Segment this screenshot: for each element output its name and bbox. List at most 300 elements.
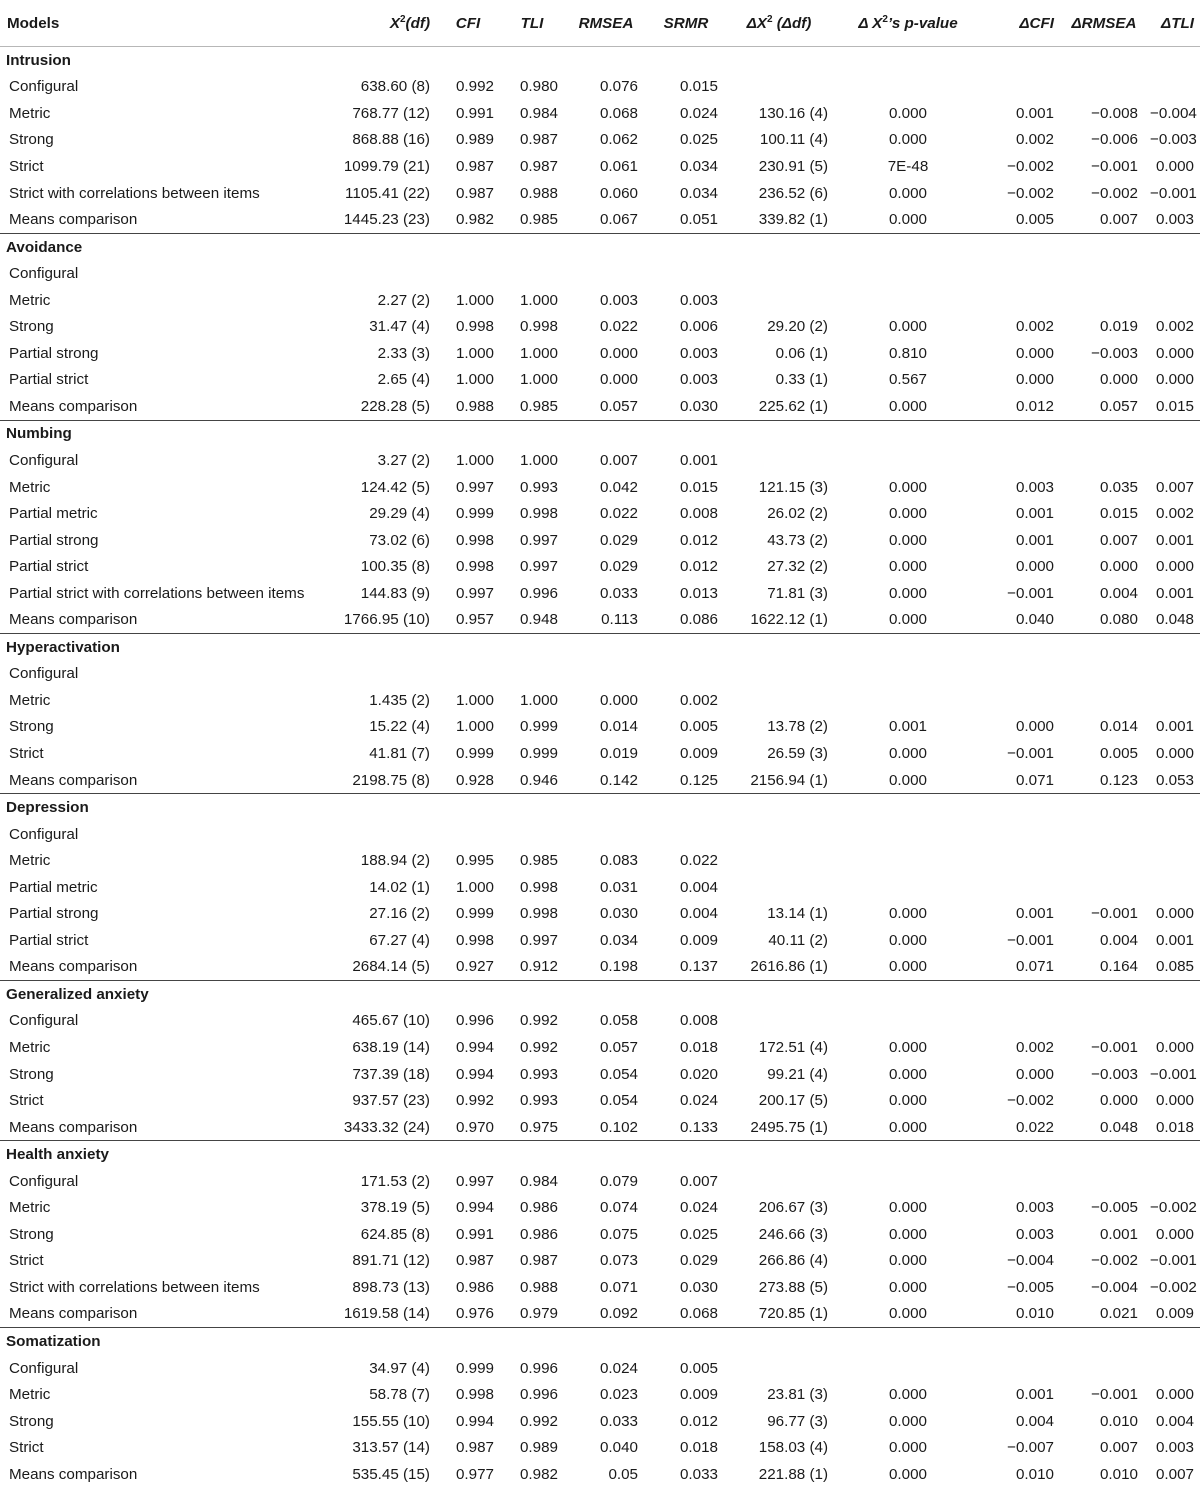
cell-delta-cfi: 0.000 bbox=[1015, 1065, 1054, 1083]
cell-chi-square: 313.57 (14) bbox=[352, 1439, 430, 1457]
cell-delta-tli: 0.001 bbox=[1155, 531, 1194, 549]
cell-p-value: 0.000 bbox=[888, 1092, 927, 1110]
cell-model: Metric bbox=[9, 852, 51, 870]
cell-delta-rmsea: −0.001 bbox=[1091, 905, 1138, 923]
cell-model: Means comparison bbox=[9, 397, 138, 415]
cell-chi-square: 768.77 (12) bbox=[352, 104, 430, 122]
cell-chi-square: 1445.23 (23) bbox=[343, 211, 430, 229]
cell-chi-square bbox=[326, 260, 436, 287]
cell-p-value bbox=[834, 847, 982, 874]
cell-tli: 1.000 bbox=[519, 344, 558, 362]
cell-tli: 0.998 bbox=[519, 318, 558, 336]
table-row bbox=[0, 821, 1200, 848]
cell-cfi: 0.989 bbox=[455, 131, 494, 149]
cell-cfi: 1.000 bbox=[455, 718, 494, 736]
cell-srmr: 0.005 bbox=[679, 1359, 718, 1377]
cell-delta-tli bbox=[1146, 661, 1200, 688]
cell-rmsea bbox=[564, 260, 648, 287]
cell-cfi: 0.998 bbox=[455, 558, 494, 576]
cell-srmr: 0.018 bbox=[679, 1439, 718, 1457]
header-chi-sup: 2 bbox=[399, 13, 406, 25]
cell-tli: 0.948 bbox=[519, 611, 558, 629]
cell-delta-rmsea: −0.003 bbox=[1091, 344, 1138, 362]
cell-delta-chi-square: 266.86 (4) bbox=[758, 1252, 828, 1270]
cell-delta-chi-square: 40.11 (2) bbox=[768, 931, 828, 949]
cell-model: Metric bbox=[9, 691, 51, 709]
cell-delta-rmsea: −0.005 bbox=[1091, 1199, 1138, 1217]
cell-delta-cfi bbox=[982, 1008, 1062, 1035]
cell-chi-square: 898.73 (13) bbox=[352, 1278, 430, 1296]
cell-rmsea: 0.060 bbox=[599, 184, 638, 202]
cell-cfi: 0.994 bbox=[455, 1412, 494, 1430]
cell-chi-square: 465.67 (10) bbox=[352, 1012, 430, 1030]
cell-rmsea: 0.000 bbox=[599, 371, 638, 389]
cell-srmr: 0.004 bbox=[679, 878, 718, 896]
cell-cfi: 0.994 bbox=[455, 1199, 494, 1217]
table-row bbox=[0, 180, 1200, 207]
cell-delta-rmsea: 0.164 bbox=[1099, 958, 1138, 976]
table-row bbox=[0, 1087, 1200, 1114]
cell-srmr: 0.013 bbox=[679, 584, 718, 602]
cell-delta-cfi: 0.012 bbox=[1015, 397, 1054, 415]
table-row bbox=[0, 1034, 1200, 1061]
cell-chi-square bbox=[326, 661, 436, 688]
cell-tli: 0.993 bbox=[519, 478, 558, 496]
cell-cfi: 0.987 bbox=[455, 1252, 494, 1270]
cell-model: Configural bbox=[9, 1359, 79, 1377]
cell-delta-chi-square: 273.88 (5) bbox=[758, 1278, 828, 1296]
cell-delta-rmsea: 0.001 bbox=[1099, 1225, 1138, 1243]
cell-cfi: 0.991 bbox=[455, 1225, 494, 1243]
cell-delta-cfi: 0.002 bbox=[1015, 318, 1054, 336]
cell-chi-square: 15.22 (4) bbox=[369, 718, 430, 736]
cell-delta-chi-square: 26.59 (3) bbox=[767, 744, 828, 762]
cell-rmsea: 0.068 bbox=[599, 104, 638, 122]
cell-delta-tli bbox=[1146, 847, 1200, 874]
cell-model: Strict bbox=[9, 1092, 44, 1110]
cell-chi-square: 3.27 (2) bbox=[377, 451, 430, 469]
cell-rmsea: 0.079 bbox=[599, 1172, 638, 1190]
header-dchi-pre: ΔX bbox=[746, 15, 767, 33]
cell-delta-chi-square: 2156.94 (1) bbox=[750, 771, 828, 789]
cell-srmr bbox=[648, 260, 724, 287]
cell-chi-square: 27.16 (2) bbox=[369, 905, 430, 923]
cell-delta-tli: −0.001 bbox=[1150, 1065, 1197, 1083]
table-row bbox=[0, 1381, 1200, 1408]
cell-srmr: 0.007 bbox=[679, 1172, 718, 1190]
cell-delta-chi-square: 43.73 (2) bbox=[767, 531, 828, 549]
cell-delta-cfi: 0.010 bbox=[1015, 1465, 1054, 1483]
table-header bbox=[0, 0, 1200, 47]
cell-delta-rmsea: 0.010 bbox=[1099, 1465, 1138, 1483]
table-body bbox=[0, 47, 1200, 1488]
cell-srmr: 0.033 bbox=[679, 1465, 718, 1483]
group-title: Generalized anxiety bbox=[0, 981, 1200, 1008]
cell-delta-rmsea: 0.123 bbox=[1099, 771, 1138, 789]
cell-delta-tli bbox=[1146, 874, 1200, 901]
cell-model: Partial strict bbox=[9, 371, 89, 389]
cell-tli: 0.985 bbox=[519, 852, 558, 870]
cell-model: Configural bbox=[9, 265, 79, 283]
cell-tli bbox=[500, 821, 564, 848]
cell-rmsea: 0.102 bbox=[599, 1118, 638, 1136]
cell-delta-tli: −0.001 bbox=[1150, 184, 1197, 202]
cell-cfi: 0.995 bbox=[455, 852, 494, 870]
table-row bbox=[0, 740, 1200, 767]
cell-p-value: 0.000 bbox=[888, 318, 927, 336]
cell-model: Partial strong bbox=[9, 344, 99, 362]
cell-model: Means comparison bbox=[9, 1118, 138, 1136]
cell-srmr: 0.006 bbox=[679, 318, 718, 336]
cell-model: Metric bbox=[9, 1199, 51, 1217]
cell-delta-tli: 0.000 bbox=[1155, 558, 1194, 576]
table-row bbox=[0, 606, 1200, 633]
cell-tli: 0.999 bbox=[519, 744, 558, 762]
cell-rmsea: 0.083 bbox=[599, 852, 638, 870]
cell-cfi: 0.957 bbox=[455, 611, 494, 629]
cell-delta-tli: 0.003 bbox=[1155, 211, 1194, 229]
cell-cfi: 1.000 bbox=[455, 291, 494, 309]
cell-delta-cfi: 0.003 bbox=[1015, 1199, 1054, 1217]
cell-delta-tli: 0.001 bbox=[1155, 931, 1194, 949]
cell-model: Strict bbox=[9, 1252, 44, 1270]
cell-delta-tli bbox=[1146, 447, 1200, 474]
cell-delta-rmsea: −0.003 bbox=[1091, 1065, 1138, 1083]
cell-p-value: 0.000 bbox=[888, 1278, 927, 1296]
cell-p-value: 0.000 bbox=[888, 478, 927, 496]
cell-delta-rmsea: 0.000 bbox=[1099, 558, 1138, 576]
cell-delta-chi-square: 2616.86 (1) bbox=[750, 958, 828, 976]
cell-delta-rmsea bbox=[1062, 661, 1146, 688]
table-row bbox=[0, 927, 1200, 954]
cell-model: Means comparison bbox=[9, 1305, 138, 1323]
cell-delta-cfi bbox=[982, 847, 1062, 874]
header-p-value bbox=[834, 0, 982, 47]
cell-delta-rmsea bbox=[1062, 821, 1146, 848]
cell-delta-rmsea: 0.014 bbox=[1099, 718, 1138, 736]
cell-chi-square: 868.88 (16) bbox=[352, 131, 430, 149]
cell-p-value: 0.000 bbox=[888, 1065, 927, 1083]
cell-delta-cfi: 0.010 bbox=[1015, 1305, 1054, 1323]
cell-cfi: 0.996 bbox=[455, 1012, 494, 1030]
cell-model: Strong bbox=[9, 718, 54, 736]
cell-delta-cfi: 0.001 bbox=[1015, 505, 1054, 523]
cell-delta-tli: −0.002 bbox=[1150, 1199, 1197, 1217]
header-delta-cfi: ΔCFI bbox=[982, 0, 1062, 47]
cell-delta-chi-square bbox=[724, 1355, 834, 1382]
cell-delta-tli: 0.007 bbox=[1155, 1465, 1194, 1483]
table-row bbox=[0, 1434, 1200, 1461]
cell-tli: 0.987 bbox=[519, 131, 558, 149]
table-row bbox=[0, 447, 1200, 474]
table-row bbox=[0, 767, 1200, 794]
cell-srmr: 0.012 bbox=[679, 558, 718, 576]
cell-rmsea: 0.000 bbox=[599, 691, 638, 709]
cell-model: Means comparison bbox=[9, 611, 138, 629]
cell-delta-rmsea: 0.021 bbox=[1099, 1305, 1138, 1323]
cell-cfi: 0.997 bbox=[455, 1172, 494, 1190]
cell-model: Metric bbox=[9, 1039, 51, 1056]
cell-tli: 0.975 bbox=[519, 1118, 558, 1136]
header-delta-chi-square bbox=[724, 0, 834, 47]
cell-delta-chi-square bbox=[724, 847, 834, 874]
cell-rmsea: 0.054 bbox=[599, 1065, 638, 1083]
cell-chi-square: 144.83 (9) bbox=[360, 584, 430, 602]
group-header-row bbox=[0, 794, 1200, 821]
cell-chi-square: 1099.79 (21) bbox=[343, 157, 430, 175]
cell-model: Metric bbox=[9, 1386, 51, 1404]
table-row bbox=[0, 687, 1200, 714]
cell-cfi: 0.994 bbox=[455, 1039, 494, 1056]
cell-model: Means comparison bbox=[9, 958, 138, 976]
cell-delta-cfi bbox=[982, 260, 1062, 287]
header-srmr: SRMR bbox=[648, 0, 724, 47]
cell-delta-chi-square: 720.85 (1) bbox=[758, 1305, 828, 1323]
table-row bbox=[0, 260, 1200, 287]
cell-tli: 0.992 bbox=[519, 1039, 558, 1056]
cell-chi-square: 937.57 (23) bbox=[352, 1092, 430, 1110]
cell-tli: 0.987 bbox=[519, 1252, 558, 1270]
cell-delta-rmsea: −0.002 bbox=[1091, 184, 1138, 202]
cell-srmr: 0.018 bbox=[679, 1039, 718, 1056]
cell-p-value: 0.000 bbox=[888, 505, 927, 523]
cell-chi-square: 2.65 (4) bbox=[377, 371, 430, 389]
cell-delta-cfi bbox=[982, 74, 1062, 101]
cell-delta-chi-square bbox=[724, 661, 834, 688]
cell-chi-square: 14.02 (1) bbox=[369, 878, 430, 896]
cell-rmsea: 0.076 bbox=[599, 78, 638, 96]
cell-delta-tli bbox=[1146, 74, 1200, 101]
cell-rmsea: 0.05 bbox=[608, 1465, 638, 1483]
cell-delta-chi-square: 246.66 (3) bbox=[758, 1225, 828, 1243]
cell-delta-cfi bbox=[982, 821, 1062, 848]
cell-srmr: 0.009 bbox=[679, 744, 718, 762]
cell-tli: 0.997 bbox=[519, 558, 558, 576]
cell-p-value: 0.000 bbox=[888, 1252, 927, 1270]
table-row bbox=[0, 1008, 1200, 1035]
cell-tli: 0.993 bbox=[519, 1065, 558, 1083]
cell-p-value: 0.000 bbox=[888, 1305, 927, 1323]
cell-srmr: 0.009 bbox=[679, 1386, 718, 1404]
cell-delta-cfi: 0.004 bbox=[1015, 1412, 1054, 1430]
cell-srmr: 0.051 bbox=[679, 211, 718, 229]
cell-model: Partial strong bbox=[9, 531, 99, 549]
cell-delta-chi-square: 26.02 (2) bbox=[767, 505, 828, 523]
table-row bbox=[0, 1461, 1200, 1488]
table-row bbox=[0, 847, 1200, 874]
cell-delta-cfi: −0.007 bbox=[1007, 1439, 1054, 1457]
cell-chi-square: 188.94 (2) bbox=[360, 852, 430, 870]
cell-delta-tli: 0.048 bbox=[1155, 611, 1194, 629]
cell-delta-chi-square: 99.21 (4) bbox=[767, 1065, 828, 1083]
cell-model: Configural bbox=[9, 451, 79, 469]
cell-delta-tli: −0.003 bbox=[1150, 131, 1197, 149]
cell-rmsea: 0.014 bbox=[599, 718, 638, 736]
cell-delta-tli: 0.000 bbox=[1155, 744, 1194, 762]
table-row bbox=[0, 100, 1200, 127]
group-title: Numbing bbox=[0, 420, 1200, 447]
group-title: Intrusion bbox=[6, 51, 71, 69]
cell-delta-cfi: 0.001 bbox=[1015, 104, 1054, 122]
cell-delta-rmsea bbox=[1062, 1355, 1146, 1382]
cell-tli: 0.985 bbox=[519, 397, 558, 415]
cell-rmsea: 0.000 bbox=[599, 344, 638, 362]
cell-delta-chi-square: 13.78 (2) bbox=[767, 718, 828, 736]
cell-cfi: 0.999 bbox=[455, 505, 494, 523]
cell-delta-chi-square: 121.15 (3) bbox=[758, 478, 828, 496]
cell-rmsea: 0.003 bbox=[599, 291, 638, 309]
cell-tli: 0.998 bbox=[519, 905, 558, 923]
cell-model: Configural bbox=[9, 1012, 79, 1030]
cell-delta-rmsea bbox=[1062, 874, 1146, 901]
cell-delta-cfi: −0.004 bbox=[1007, 1252, 1054, 1270]
cell-tli bbox=[500, 260, 564, 287]
cell-delta-tli: 0.002 bbox=[1155, 505, 1194, 523]
cell-srmr: 0.004 bbox=[679, 905, 718, 923]
cell-delta-rmsea: 0.007 bbox=[1099, 1439, 1138, 1457]
cell-srmr: 0.068 bbox=[679, 1305, 718, 1323]
cell-delta-rmsea: 0.007 bbox=[1099, 531, 1138, 549]
cell-rmsea: 0.092 bbox=[599, 1305, 638, 1323]
cell-delta-rmsea: −0.006 bbox=[1091, 131, 1138, 149]
cell-p-value bbox=[834, 287, 982, 314]
cell-rmsea: 0.030 bbox=[599, 905, 638, 923]
cell-rmsea: 0.113 bbox=[601, 611, 638, 629]
group-header-row bbox=[0, 981, 1200, 1008]
cell-delta-tli: 0.000 bbox=[1155, 344, 1194, 362]
cell-tli: 0.946 bbox=[519, 771, 558, 789]
cell-delta-rmsea: 0.015 bbox=[1099, 505, 1138, 523]
cell-model: Strict with correlations between items bbox=[9, 184, 260, 202]
cell-tli: 0.996 bbox=[519, 1359, 558, 1377]
table-row bbox=[0, 580, 1200, 607]
cell-chi-square: 2198.75 (8) bbox=[352, 771, 430, 789]
cell-p-value: 0.000 bbox=[888, 184, 927, 202]
cell-delta-rmsea: −0.002 bbox=[1091, 1252, 1138, 1270]
cell-delta-tli: −0.004 bbox=[1150, 104, 1197, 122]
cell-cfi: 0.994 bbox=[455, 1065, 494, 1083]
cell-p-value: 0.000 bbox=[888, 397, 927, 415]
cell-delta-rmsea: −0.001 bbox=[1091, 157, 1138, 175]
cell-delta-chi-square: 225.62 (1) bbox=[758, 397, 828, 415]
cell-cfi: 0.999 bbox=[455, 905, 494, 923]
group-header-row bbox=[0, 233, 1200, 260]
cell-delta-rmsea: −0.008 bbox=[1091, 104, 1138, 122]
table-row bbox=[0, 954, 1200, 981]
header-chi-square bbox=[326, 0, 436, 47]
cell-delta-tli: 0.085 bbox=[1155, 958, 1194, 976]
cell-delta-cfi: −0.001 bbox=[1007, 744, 1054, 762]
cell-cfi: 1.000 bbox=[455, 344, 494, 362]
cell-rmsea: 0.023 bbox=[599, 1386, 638, 1404]
cell-delta-tli: 0.000 bbox=[1155, 1225, 1194, 1243]
cell-srmr: 0.020 bbox=[679, 1065, 718, 1083]
cell-tli: 0.986 bbox=[519, 1225, 558, 1243]
cell-delta-chi-square: 200.17 (5) bbox=[758, 1092, 828, 1110]
cell-tli: 1.000 bbox=[519, 451, 558, 469]
table-row bbox=[0, 527, 1200, 554]
cell-delta-rmsea: 0.048 bbox=[1099, 1118, 1138, 1136]
table-row bbox=[0, 127, 1200, 154]
cell-delta-cfi: 0.071 bbox=[1015, 771, 1054, 789]
group-title: Depression bbox=[0, 794, 1200, 821]
cell-srmr: 0.009 bbox=[679, 931, 718, 949]
cell-model: Metric bbox=[9, 478, 51, 496]
cell-rmsea bbox=[564, 821, 648, 848]
cell-model: Partial strong bbox=[9, 905, 99, 923]
cell-p-value bbox=[834, 687, 982, 714]
cell-delta-tli: 0.000 bbox=[1155, 905, 1194, 923]
table-row bbox=[0, 287, 1200, 314]
table-row bbox=[0, 1168, 1200, 1195]
cell-delta-tli: 0.009 bbox=[1155, 1305, 1194, 1323]
group-title: Avoidance bbox=[0, 233, 1200, 260]
cell-tli: 0.988 bbox=[519, 184, 558, 202]
cell-delta-tli: 0.002 bbox=[1155, 318, 1194, 336]
cell-srmr: 0.024 bbox=[679, 1092, 718, 1110]
cell-cfi: 0.987 bbox=[455, 1439, 494, 1457]
cell-tli: 0.984 bbox=[519, 104, 558, 122]
cell-p-value bbox=[834, 1168, 982, 1195]
cell-delta-tli: 0.000 bbox=[1155, 1386, 1194, 1404]
cell-delta-cfi: −0.001 bbox=[1007, 931, 1054, 949]
cell-delta-tli: 0.004 bbox=[1155, 1412, 1194, 1430]
cell-p-value: 0.000 bbox=[888, 1039, 927, 1056]
header-chi-tail: (df) bbox=[405, 15, 430, 33]
cell-delta-chi-square bbox=[724, 260, 834, 287]
cell-tli: 0.996 bbox=[519, 584, 558, 602]
cell-delta-tli bbox=[1146, 1355, 1200, 1382]
cell-chi-square: 378.19 (5) bbox=[360, 1199, 430, 1217]
cell-delta-rmsea: 0.035 bbox=[1099, 478, 1138, 496]
cell-cfi: 0.998 bbox=[455, 1386, 494, 1404]
cell-cfi: 0.999 bbox=[455, 1359, 494, 1377]
cell-srmr: 0.001 bbox=[679, 451, 718, 469]
cell-delta-cfi: 0.000 bbox=[1015, 344, 1054, 362]
cell-delta-tli bbox=[1146, 287, 1200, 314]
cell-delta-cfi: −0.005 bbox=[1007, 1278, 1054, 1296]
cell-cfi bbox=[436, 260, 500, 287]
cell-rmsea: 0.071 bbox=[599, 1278, 638, 1296]
cell-p-value: 0.000 bbox=[888, 558, 927, 576]
cell-cfi: 0.986 bbox=[455, 1278, 494, 1296]
cell-delta-chi-square: 100.11 (4) bbox=[759, 131, 828, 149]
cell-model: Configural bbox=[9, 825, 79, 843]
cell-srmr: 0.022 bbox=[679, 852, 718, 870]
cell-p-value bbox=[834, 447, 982, 474]
cell-delta-cfi: 0.001 bbox=[1015, 1386, 1054, 1404]
cell-chi-square: 58.78 (7) bbox=[369, 1386, 430, 1404]
cell-srmr: 0.034 bbox=[679, 157, 718, 175]
cell-rmsea: 0.024 bbox=[599, 1359, 638, 1377]
cell-rmsea: 0.040 bbox=[599, 1439, 638, 1457]
cell-rmsea: 0.062 bbox=[599, 131, 638, 149]
cell-chi-square: 100.35 (8) bbox=[360, 558, 430, 576]
header-delta-tli: ΔTLI bbox=[1146, 0, 1200, 47]
cell-srmr: 0.024 bbox=[679, 1199, 718, 1217]
cell-delta-cfi bbox=[982, 287, 1062, 314]
cell-delta-cfi bbox=[982, 1355, 1062, 1382]
cell-tli: 1.000 bbox=[519, 371, 558, 389]
cell-chi-square: 155.55 (10) bbox=[352, 1412, 430, 1430]
cell-p-value: 0.000 bbox=[888, 958, 927, 976]
cell-delta-tli: 0.001 bbox=[1155, 584, 1194, 602]
cell-delta-chi-square bbox=[724, 74, 834, 101]
cell-delta-rmsea: −0.004 bbox=[1091, 1278, 1138, 1296]
cell-srmr: 0.086 bbox=[679, 611, 718, 629]
cell-rmsea: 0.057 bbox=[599, 397, 638, 415]
cell-srmr: 0.125 bbox=[679, 771, 718, 789]
